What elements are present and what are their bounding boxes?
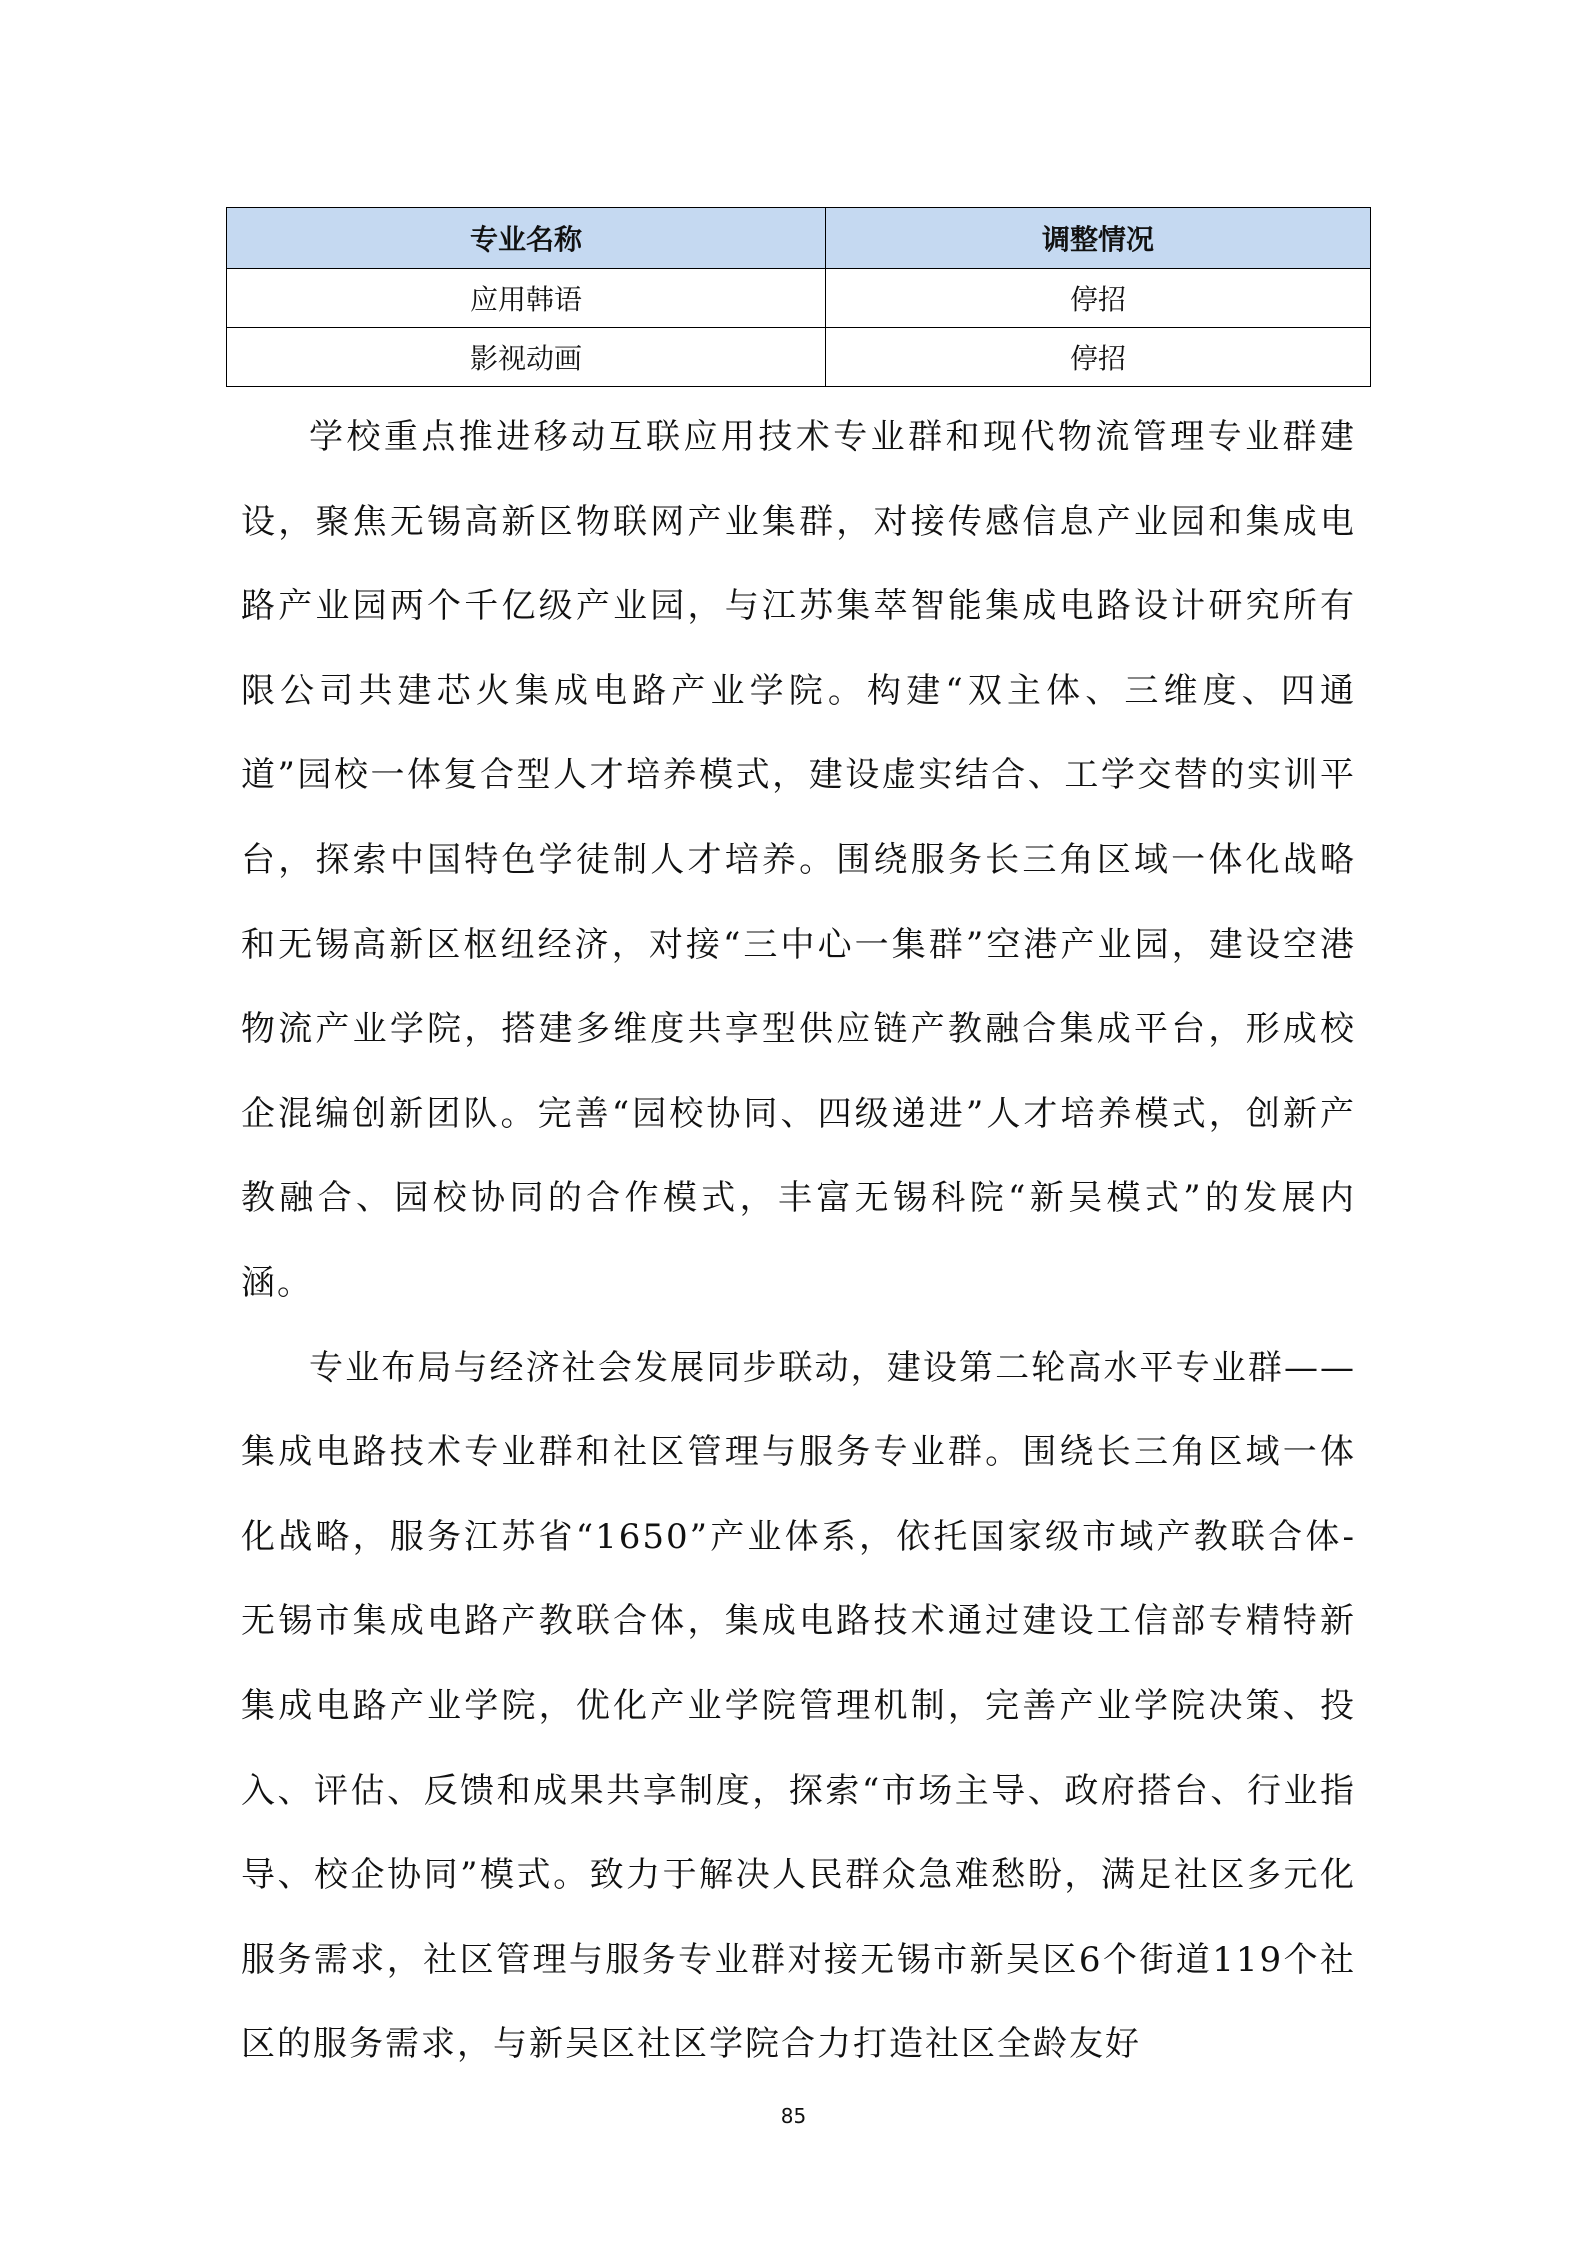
cell-major-name: 影视动画 bbox=[227, 328, 826, 387]
body-text bbox=[241, 395, 1356, 2087]
page-number: 85 bbox=[780, 2104, 807, 2128]
table-row bbox=[227, 328, 1371, 387]
header-adjustment-status: 调整情况 bbox=[826, 208, 1371, 269]
paragraph-professional-groups: 学校重点推进移动互联应用技术专业群和现代物流管理专业群建设，聚焦无锡高新区物联网产业集群，对接传感信息产业园和集成电路产业园两个千亿级产业园，与江苏集萃智能集成电路设计研究所有限公司共建芯火集成电路产业学院。构建“双主体、三维度、四通道”园校一体复合型人才培养模式，建设虚实结合、工学交替的实训平台，探索中国特色学徒制人才培养。围绕服务长三角区域一体化战略和无锡高新区枢纽经济，对接“三中心一集群”空港产业园，建设空港物流产业学院，搭建多维度共享型供应链产教融合集成平台，形成校企混编创新团队。完善“园校协同、四级递进”人才培养模式，创新产教融合、园校协同的合作模式，丰富无锡科院“新吴模式”的发展内涵。 bbox=[241, 417, 1356, 1303]
table-row bbox=[227, 269, 1371, 328]
table-header-row bbox=[227, 208, 1371, 269]
cell-adjustment-status: 停招 bbox=[826, 269, 1371, 328]
cell-major-name: 应用韩语 bbox=[227, 269, 826, 328]
header-major-name: 专业名称 bbox=[227, 208, 826, 269]
major-adjustment-table bbox=[226, 207, 1371, 387]
cell-adjustment-status: 停招 bbox=[826, 328, 1371, 387]
paragraph-second-round-groups: 专业布局与经济社会发展同步联动，建设第二轮高水平专业群——集成电路技术专业群和社区管理与服务专业群。围绕长三角区域一体化战略，服务江苏省“1650”产业体系，依托国家级市域产教联合体-无锡市集成电路产教联合体，集成电路技术通过建设工信部专精特新集成电路产业学院，优化产业学院管理机制，完善产业学院决策、投入、评估、反馈和成果共享制度，探索“市场主导、政府搭台、行业指导、校企协同”模式。致力于解决人民群众急难愁盼，满足社区多元化服务需求，社区管理与服务专业群对接无锡市新吴区6个街道119个社区的服务需求，与新吴区社区学院合力打造社区全龄友好 bbox=[241, 1347, 1356, 2065]
